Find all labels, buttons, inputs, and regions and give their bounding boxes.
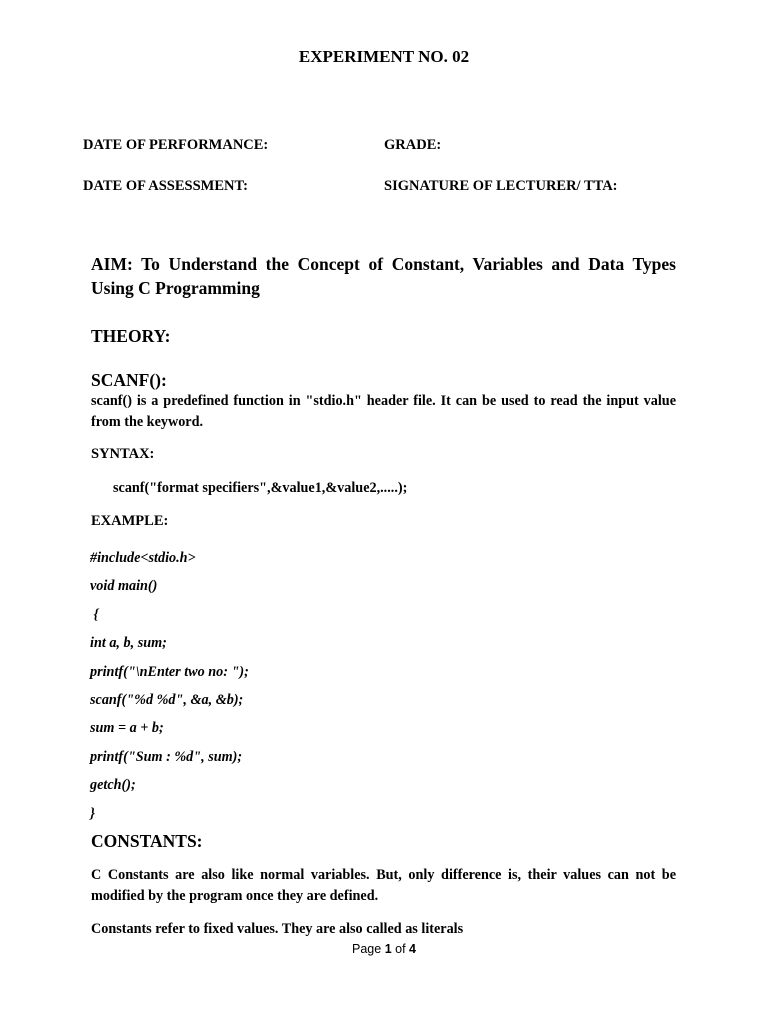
code-line: } [90, 805, 95, 822]
page-footer [0, 942, 768, 956]
code-line: { [90, 606, 99, 623]
syntax-label: SYNTAX: [91, 446, 155, 462]
scanf-description: scanf() is a predefined function in "stdio.h" header file. It can be used to read the input value from the keyword. [91, 393, 676, 430]
total-pages-number: 4 [409, 942, 416, 956]
theory-heading: THEORY: [91, 326, 171, 346]
constants-paragraph-2: Constants refer to fixed values. They are also called as literals [91, 921, 464, 937]
code-line: scanf("%d %d", &a, &b); [90, 691, 244, 708]
code-line: int a, b, sum; [90, 635, 167, 652]
syntax-code: scanf("format specifiers",&value1,&value2,.....); [113, 480, 408, 496]
signature-label: SIGNATURE OF LECTURER/ TTA: [384, 178, 618, 194]
code-line: printf("\nEnter two no: "); [90, 663, 249, 680]
experiment-title: EXPERIMENT NO. 02 [298, 47, 470, 66]
scanf-heading: SCANF(): [91, 370, 167, 390]
code-line: printf("Sum : %d", sum); [90, 748, 243, 765]
page-word: Page [352, 942, 382, 956]
code-line: getch(); [90, 777, 136, 794]
date-of-assessment-label: DATE OF ASSESSMENT: [83, 178, 248, 194]
grade-label: GRADE: [384, 137, 442, 153]
code-line: void main() [90, 578, 158, 595]
constants-heading: CONSTANTS: [91, 831, 203, 851]
current-page-number: 1 [384, 942, 392, 956]
date-of-performance-label: DATE OF PERFORMANCE: [83, 137, 269, 153]
code-line: #include<stdio.h> [90, 550, 196, 566]
example-code-block [90, 544, 249, 828]
aim-statement: AIM: To Understand the Concept of Constant, Variables and Data Types Using C Programming [91, 254, 676, 298]
constants-paragraph-1: C Constants are also like normal variables. But, only difference is, their values can not be modified by the program once they are defined. [91, 867, 676, 904]
of-word: of [395, 942, 406, 956]
code-line: sum = a + b; [90, 720, 164, 737]
example-label: EXAMPLE: [91, 513, 169, 529]
